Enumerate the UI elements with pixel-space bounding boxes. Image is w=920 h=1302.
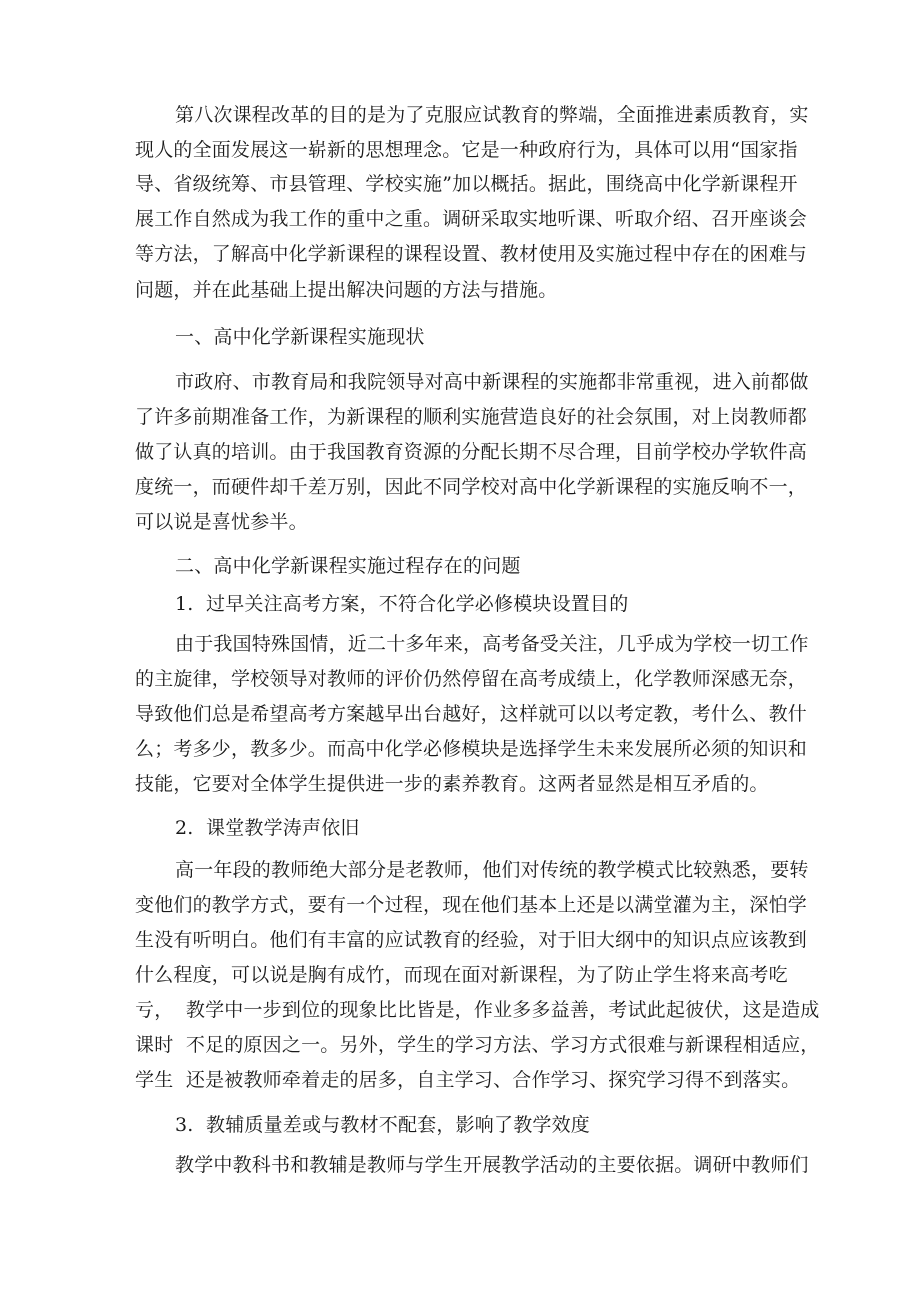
text-line: 了许多前期准备工作，为新课程的顺利实施营造良好的社会氛围，对上岗教师都 <box>135 406 808 428</box>
text-line: 第八次课程改革的目的是为了克服应试教育的弊端，全面推进素质教育，实 <box>175 104 809 126</box>
text-line: 问题，并在此基础上提出解决问题的方法与措施。 <box>135 279 558 301</box>
text-line: 导致他们总是希望高考方案越早出台越好，这样就可以以考定教，考什么、教什 <box>135 703 808 725</box>
text-line: 由于我国特殊国情，近二十多年来，高考备受关注，几乎成为学校一切工作 <box>175 633 809 655</box>
text-line: 生没有听明白。他们有丰富的应试教育的经验，对于旧大纲中的知识点应该教到 <box>135 929 808 951</box>
text-line: 课时 不足的原因之一。另外，学生的学习方法、学习方式很难与新课程相适应， <box>135 1034 820 1056</box>
text-line: 教学中教科书和教辅是教师与学生开展教学活动的主要依据。调研中教师们 <box>175 1154 809 1176</box>
text-line: 度统一，而硬件却千差万别，因此不同学校对高中化学新课程的实施反响不一， <box>135 476 808 498</box>
text-line: 市政府、市教育局和我院领导对高中新课程的实施都非常重视，进入前都做 <box>175 371 809 393</box>
text-line: 学生 还是被教师牵着走的居多，自主学习、合作学习、探究学习得不到落实。 <box>135 1069 801 1091</box>
subsection-heading: 3. 教辅质量差或与教材不配套，影响了教学效度 <box>175 1114 591 1136</box>
text-line: 什么程度，可以说是胸有成竹，而现在面对新课程，为了防止学生将来高考吃 <box>135 964 788 986</box>
text-line: 等方法，了解高中化学新课程的课程设置、教材使用及实施过程中存在的困难与 <box>135 243 808 265</box>
text-line: 亏， 教学中一步到位的现象比比皆是，作业多多益善，考试此起彼伏，这是造成 <box>135 999 820 1021</box>
text-line: 展工作自然成为我工作的重中之重。调研采取实地听课、听取介绍、召开座谈会 <box>135 208 808 230</box>
text-line: 变他们的教学方式，要有一个过程，现在他们基本上还是以满堂灌为主，深怕学 <box>135 894 808 916</box>
subsection-heading: 2. 课堂教学涛声依旧 <box>175 817 360 839</box>
text-line: 可以说是喜忧参半。 <box>135 511 308 533</box>
text-line: 做了认真的培训。由于我国教育资源的分配长期不尽合理，目前学校办学软件高 <box>135 441 808 463</box>
section-heading: 二、高中化学新课程实施过程存在的问题 <box>175 555 521 577</box>
text-line: 技能，它要对全体学生提供进一步的素养教育。这两者显然是相互矛盾的。 <box>135 773 769 795</box>
text-line: 么；考多少，教多少。而高中化学必修模块是选择学生未来发展所必须的知识和 <box>135 738 808 760</box>
text-line: 高一年段的教师绝大部分是老教师，他们对传统的教学模式比较熟悉，要转 <box>175 859 809 881</box>
subsection-heading: 1. 过早关注高考方案，不符合化学必修模块设置目的 <box>175 593 629 615</box>
text-line: 的主旋律，学校领导对教师的评价仍然停留在高考成绩上，化学教师深感无奈， <box>135 668 808 690</box>
text-line: 导、省级统筹、市县管理、学校实施”加以概括。据此，围绕高中化学新课程开 <box>135 173 798 195</box>
text-line: 现人的全面发展这一崭新的思想理念。它是一种政府行为，具体可以用“国家指 <box>135 139 798 161</box>
section-heading: 一、高中化学新课程实施现状 <box>175 326 425 348</box>
